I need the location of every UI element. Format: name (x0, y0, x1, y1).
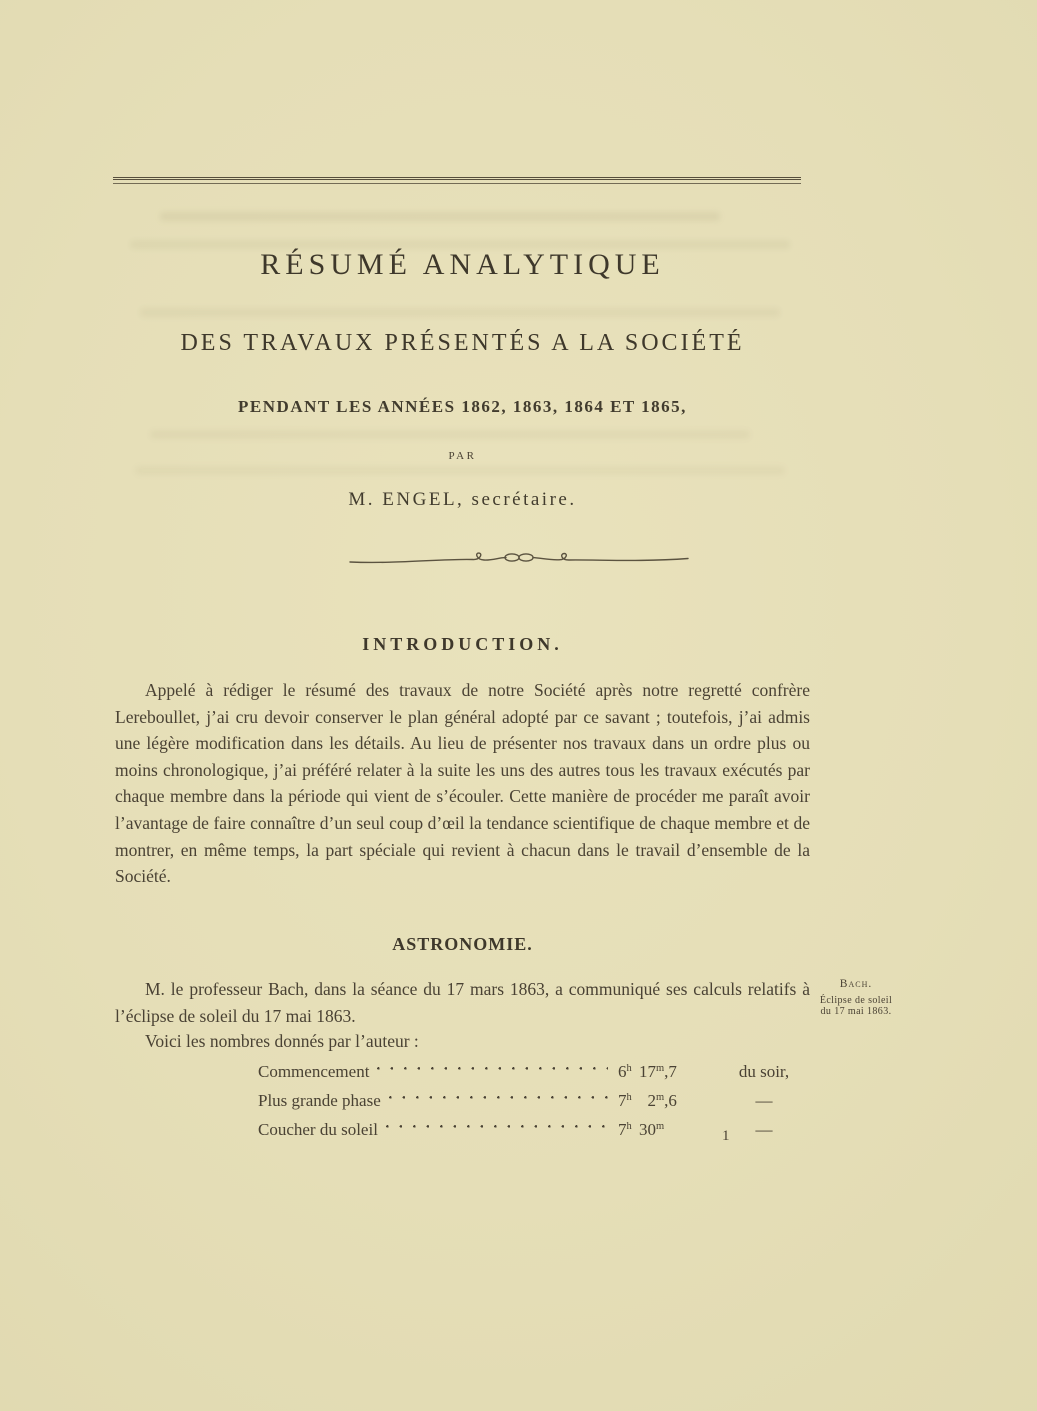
section-heading-astronomie: ASTRONOMIE. (392, 934, 533, 954)
row-time: 7$^h$ 30$^m$ (618, 1120, 665, 1139)
row-label: Plus grande phase (258, 1091, 381, 1110)
page-title-line1: RÉSUMÉ ANALYTIQUE (260, 248, 665, 281)
show-through-streak (160, 212, 720, 221)
table-row (115, 1089, 810, 1118)
astronomie-paragraph: M. le professeur Bach, dans la séance du 17 mars 1863, a communiqué ses calculs relatifs à l’éclipse de soleil du 17 mai 1863. (115, 979, 810, 1026)
margin-note-author: Bach. (839, 978, 873, 990)
table-row (115, 1060, 810, 1089)
ornament-divider (0, 549, 1037, 576)
author-line: M. ENGEL, secrétaire. (348, 489, 577, 510)
margin-note (804, 979, 908, 1018)
margin-note-line1: Éclipse de soleil (819, 994, 893, 1006)
signature-mark: 1 (722, 1128, 730, 1144)
show-through-streak (150, 430, 750, 439)
show-through-streak (135, 466, 785, 475)
row-note: du soir, (738, 1062, 790, 1081)
row-time: 7$^h$ 2$^m$,6 (618, 1091, 677, 1110)
byline-intro: PAR (448, 450, 477, 462)
header-rule (113, 177, 801, 184)
eclipse-times-table (115, 1060, 810, 1147)
dot-leader (389, 1089, 608, 1106)
show-through-streak (140, 308, 780, 317)
section-heading-introduction: INTRODUCTION. (362, 634, 563, 654)
dot-leader (377, 1060, 608, 1077)
margin-note-line2: du 17 mai 1863. (820, 1006, 892, 1017)
subtitle-years: PENDANT LES ANNÉES 1862, 1863, 1864 ET 1865, (238, 397, 687, 416)
row-note: — (755, 1120, 773, 1139)
row-label: Commencement (258, 1062, 370, 1081)
row-label: Coucher du soleil (258, 1120, 378, 1139)
squiggle-ornament-icon (347, 549, 691, 571)
row-note: — (755, 1091, 773, 1110)
page-title-line2: DES TRAVAUX PRÉSENTÉS A LA SOCIÉTÉ (180, 330, 745, 356)
row-time: 6$^h$ 17$^m$,7 (618, 1062, 677, 1081)
dot-leader (386, 1118, 608, 1135)
introduction-paragraph: Appelé à rédiger le résumé des travaux de notre Société après notre regretté confrère Lereboullet, j’ai cru devoir conserver le plan général adopté par ce savant ; toutefois, j’ai admis une légère modification dans les détails. Au lieu de présenter nos travaux dans un ordre plus ou moins chronologique, j’ai préféré relater à la suite les uns des autres tous les travaux exécutés par chaque membre dans la période qui vient de s’écouler. Cette manière de procéder me paraît avoir l’avantage de faire connaître d’un seul coup d’œil la tendance scientifique de chaque membre et de montrer, en même temps, la part spéciale qui revient à chacun dans le travail d’ensemble de la Société. (115, 680, 810, 887)
table-row (115, 1118, 810, 1147)
table-lead-in: Voici les nombres donnés par l’auteur : (145, 1031, 419, 1051)
